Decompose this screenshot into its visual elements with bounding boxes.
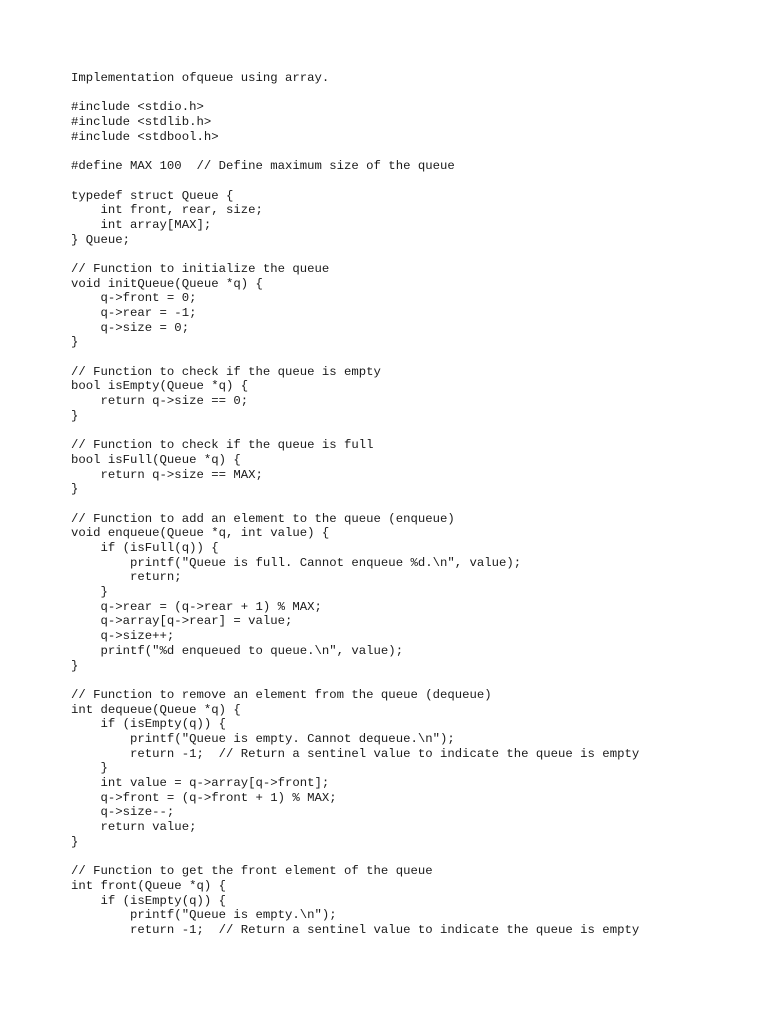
code-line: printf("%d enqueued to queue.\n", value); <box>71 643 404 658</box>
blank-line <box>71 849 751 864</box>
blank-line <box>71 174 751 189</box>
code-line: q->rear = (q->rear + 1) % MAX; <box>71 599 322 614</box>
code-line: return q->size == MAX; <box>71 467 263 482</box>
code-line: // Function to remove an element from the queue (dequeue) <box>71 687 492 702</box>
code-line: return -1; // Return a sentinel value to indicate the queue is empty <box>71 746 640 761</box>
code-line: if (isEmpty(q)) { <box>71 893 226 908</box>
code-line: return q->size == 0; <box>71 394 249 409</box>
code-line: int dequeue(Queue *q) { <box>71 702 241 717</box>
blank-line <box>71 86 751 101</box>
code-line: bool isEmpty(Queue *q) { <box>71 379 249 394</box>
code-line: q->size--; <box>71 805 175 820</box>
code-line: // Function to initialize the queue <box>71 261 330 276</box>
code-line: q->size++; <box>71 629 175 644</box>
code-line: q->size = 0; <box>71 320 190 335</box>
code-line: printf("Queue is empty.\n"); <box>71 908 337 923</box>
blank-line <box>71 673 751 688</box>
code-line: // Function to check if the queue is empty <box>71 364 381 379</box>
code-line: printf("Queue is empty. Cannot dequeue.\n"); <box>71 731 455 746</box>
code-line: #define MAX 100 // Define maximum size of the queue <box>71 159 455 174</box>
code-line: return value; <box>71 820 197 835</box>
code-line: } <box>71 834 79 849</box>
code-line: #include <stdlib.h> <box>71 115 212 130</box>
code-line: // Function to add an element to the queue (enqueue) <box>71 511 455 526</box>
blank-line <box>71 350 751 365</box>
code-line: } <box>71 482 79 497</box>
blank-line <box>71 424 751 439</box>
code-line: } <box>71 658 79 673</box>
code-line: #include <stdbool.h> <box>71 129 219 144</box>
code-line: } <box>71 761 108 776</box>
code-line: int array[MAX]; <box>71 217 212 232</box>
blank-line <box>71 497 751 512</box>
code-line: } <box>71 408 79 423</box>
code-line: int front(Queue *q) { <box>71 878 226 893</box>
code-line: if (isEmpty(q)) { <box>71 717 226 732</box>
code-line: q->array[q->rear] = value; <box>71 614 293 629</box>
code-line: printf("Queue is full. Cannot enqueue %d.\n", value); <box>71 555 522 570</box>
code-line: } <box>71 585 108 600</box>
code-line: bool isFull(Queue *q) { <box>71 452 241 467</box>
code-line: return -1; // Return a sentinel value to indicate the queue is empty <box>71 922 640 937</box>
code-line: } Queue; <box>71 232 131 247</box>
code-line: // Function to check if the queue is full <box>71 438 374 453</box>
code-listing <box>71 71 751 938</box>
code-line: #include <stdio.h> <box>71 100 204 115</box>
code-line: } <box>71 335 79 350</box>
document-heading: Implementation ofqueue using array. <box>71 71 330 85</box>
code-line: q->rear = -1; <box>71 306 197 320</box>
blank-line <box>71 144 751 159</box>
code-line: return; <box>71 570 182 585</box>
code-line: // Function to get the front element of the queue <box>71 864 433 879</box>
code-line: int value = q->array[q->front]; <box>71 776 330 790</box>
code-line: typedef struct Queue { <box>71 188 234 203</box>
code-line: void enqueue(Queue *q, int value) { <box>71 526 330 541</box>
blank-line <box>71 247 751 262</box>
code-line: q->front = 0; <box>71 291 197 306</box>
code-line: if (isFull(q)) { <box>71 541 219 555</box>
code-line: int front, rear, size; <box>71 203 263 218</box>
code-line: q->front = (q->front + 1) % MAX; <box>71 790 337 805</box>
code-line: void initQueue(Queue *q) { <box>71 276 263 291</box>
